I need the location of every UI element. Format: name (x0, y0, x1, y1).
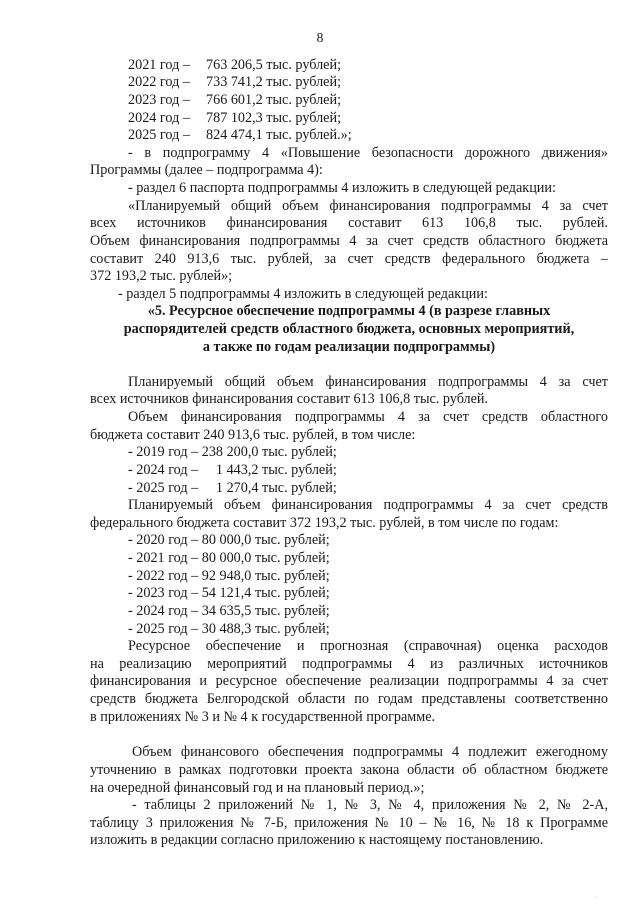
text-line: в приложениях № 3 и № 4 к государственной программе. (90, 709, 436, 725)
list-item: - 2023 год – 54 121,4 тыс. рублей; (128, 585, 330, 601)
year-amount: 824 474,1 тыс. рублей.»; (206, 127, 352, 143)
text-line: федерального бюджета составит 372 193,2 тыс. рублей, в том числе по годам: (90, 515, 559, 531)
section-heading: а также по годам реализации подпрограммы) (202, 339, 496, 355)
list-item: - 2022 год – 92 948,0 тыс. рублей; (128, 568, 330, 584)
text-line: таблицу 3 приложения № 7-Б, приложения № 10 – № 16, № 18 к Программе (90, 815, 608, 831)
text-line: на очередной финансовый год и на плановый период.»; (90, 780, 425, 796)
list-item: - 2020 год – 80 000,0 тыс. рублей; (128, 532, 330, 548)
list-item: - 2024 год – 34 635,5 тыс. рублей; (128, 603, 330, 619)
text-line: средств бюджета Белгородской области по годам представлены соответственно (90, 691, 608, 707)
year-label: 2024 год – (128, 110, 190, 126)
text-line: Объем финансового обеспечения подпрограммы 4 подлежит ежегодному (132, 744, 608, 760)
text-line: - таблицы 2 приложений № 1, № 3, № 4, приложения № 2, № 2-А, (132, 797, 608, 813)
year-label: 2023 год – (128, 92, 190, 108)
text-line: Планируемый объем финансирования подпрограммы 4 за счет средств (128, 497, 608, 513)
list-item: - 2021 год – 80 000,0 тыс. рублей; (128, 550, 330, 566)
page-number: 8 (316, 30, 324, 45)
list-item: - 2025 год – 1 270,4 тыс. рублей; (128, 480, 337, 496)
text-line: Объем финансирования подпрограммы 4 за счет средств областного (128, 409, 608, 425)
text-line: всех источников финансирования составит 613 106,8 тыс. рублей. (90, 215, 608, 231)
text-line: финансирования и ресурсное обеспечение реализации подпрограммы 4 за счет (90, 673, 608, 689)
text-line: - в подпрограмму 4 «Повышение безопасности дорожного движения» (128, 145, 608, 161)
year-amount: 787 102,3 тыс. рублей; (206, 110, 342, 126)
year-row (128, 91, 428, 109)
list-item: - 2024 год – 1 443,2 тыс. рублей; (128, 462, 337, 478)
year-amount: 763 206,5 тыс. рублей; (206, 57, 342, 73)
text-line: Программы (далее – подпрограмма 4): (90, 162, 323, 178)
text-line: 372 193,2 тыс. рублей»; (90, 268, 233, 284)
year-row (128, 56, 428, 74)
text-line: на реализацию мероприятий подпрограммы 4 из различных источников (90, 656, 608, 672)
text-line: Планируемый общий объем финансирования подпрограммы 4 за счет (128, 374, 608, 390)
text-line: - раздел 6 паспорта подпрограммы 4 изложить в следующей редакции: (128, 180, 556, 196)
section-heading: распорядителей средств областного бюджета, основных мероприятий, (123, 321, 575, 337)
text-line: составит 240 913,6 тыс. рублей, за счет средств федерального бюджета – (90, 251, 608, 267)
text-line: бюджета составит 240 913,6 тыс. рублей, в том числе: (90, 427, 416, 443)
text-line: уточнению в рамках подготовки проекта закона области об областном бюджете (90, 762, 608, 778)
year-row (128, 73, 428, 91)
section-heading: «5. Ресурсное обеспечение подпрограммы 4 (в разрезе главных (147, 303, 551, 319)
year-amount: 733 741,2 тыс. рублей; (206, 74, 342, 90)
text-line: изложить в редакции согласно приложению к настоящему постановлению. (90, 832, 544, 848)
list-item: - 2019 год – 238 200,0 тыс. рублей; (128, 444, 337, 460)
year-row (128, 109, 428, 127)
text-line: «Планируемый общий объем финансирования подпрограммы 4 за счет (128, 198, 608, 214)
year-amount: 766 601,2 тыс. рублей; (206, 92, 342, 108)
year-label: 2021 год – (128, 57, 190, 73)
year-row (128, 126, 428, 144)
text-line: Ресурсное обеспечение и прогнозная (справочная) оценка расходов (128, 638, 608, 654)
scan-mark: · (595, 895, 597, 901)
list-item: - 2025 год – 30 488,3 тыс. рублей; (128, 621, 330, 637)
text-line: Объем финансирования подпрограммы 4 за счет средств областного бюджета (90, 233, 608, 249)
text-line: всех источников финансирования составит 613 106,8 тыс. рублей. (90, 391, 489, 407)
text-line: - раздел 5 подпрограммы 4 изложить в следующей редакции: (118, 286, 488, 302)
year-label: 2022 год – (128, 74, 190, 90)
year-label: 2025 год – (128, 127, 190, 143)
